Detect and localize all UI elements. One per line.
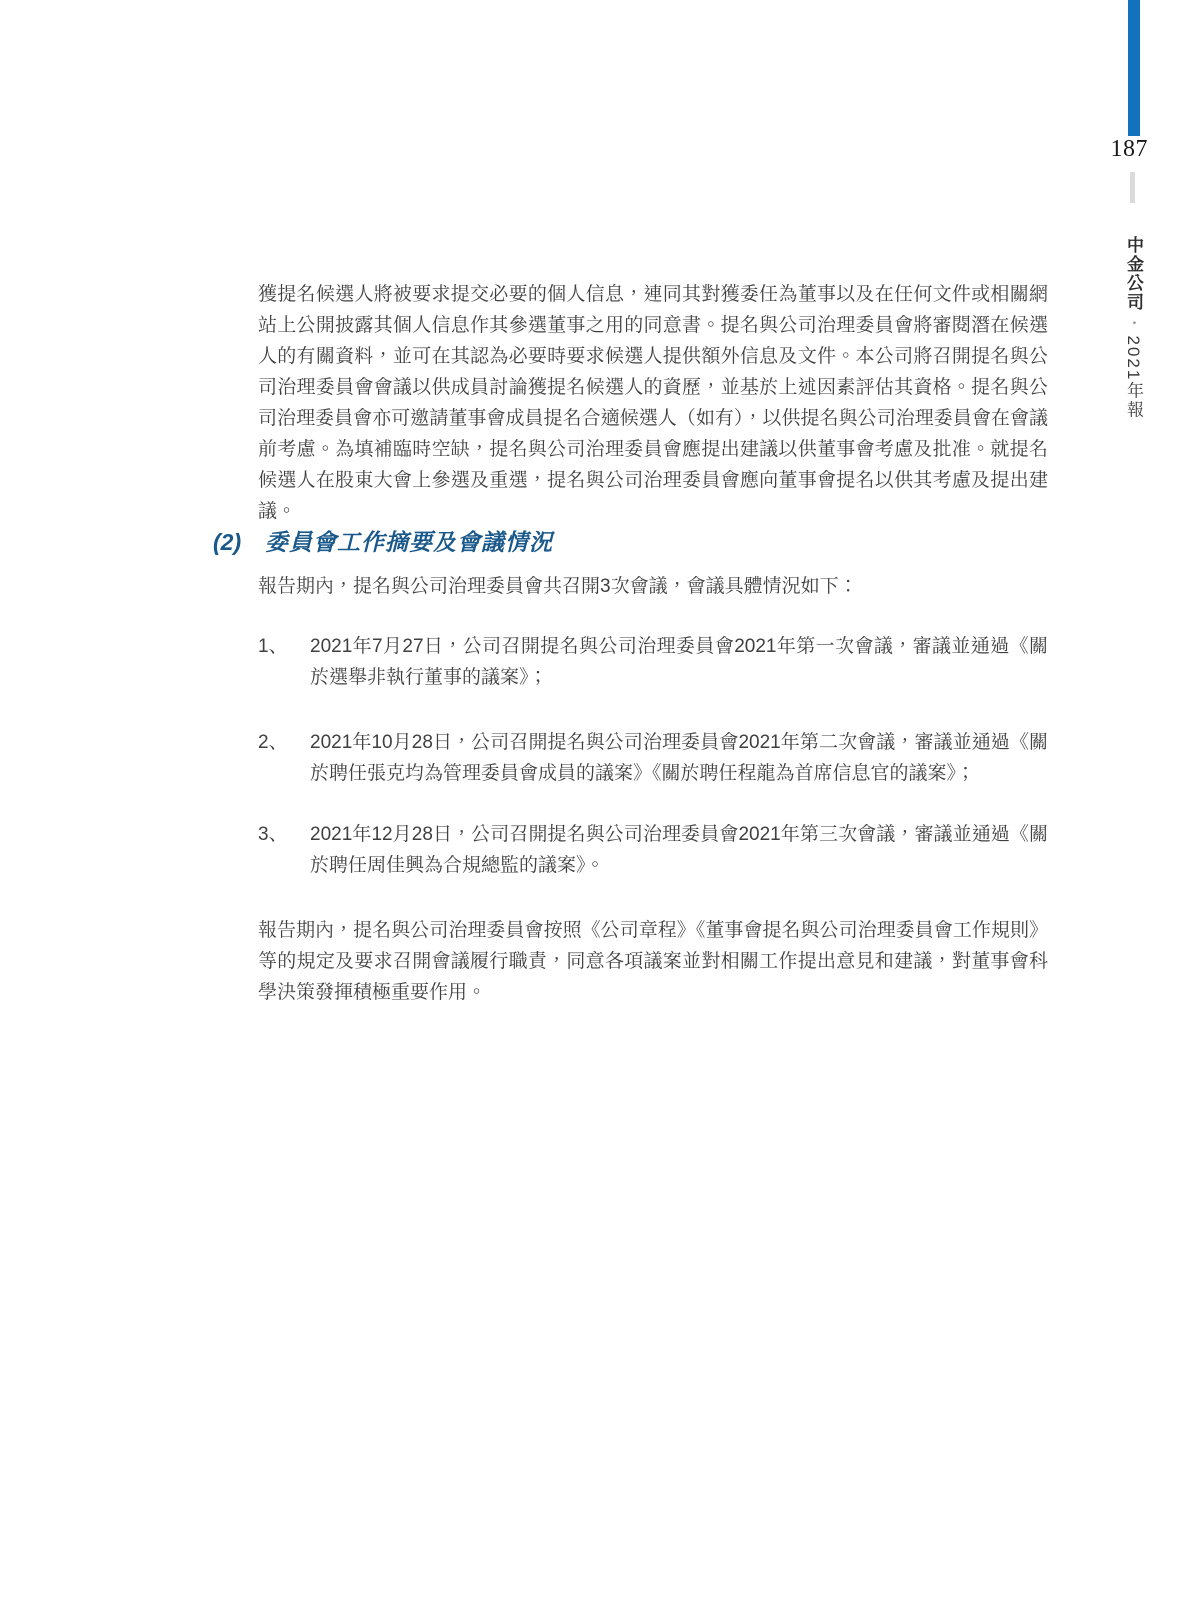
list-item-text: 2021年7月27日，公司召開提名與公司治理委員會2021年第一次會議，審議並通過《關於選舉非執行董事的議案》； (310, 636, 1048, 688)
paragraph-closing: 報告期內，提名與公司治理委員會按照《公司章程》《董事會提名與公司治理委員會工作規則》等的規定及要求召開會議履行職責，同意各項議案並對相關工作提出意見和建議，對董事會科學決策發揮積極重要作用。 (258, 920, 1048, 1003)
accent-bar (1128, 0, 1140, 136)
list-item-text: 2021年12月28日，公司召開提名與公司治理委員會2021年第三次會議，審議並通過《關於聘任周佳興為合規總監的議案》。 (310, 824, 1048, 876)
list-item-meeting-3 (258, 819, 1048, 881)
company-name: 中金公司 (1124, 236, 1143, 312)
list-item-meeting-2 (258, 727, 1048, 789)
section-title: 委員會工作摘要及會議情況 (265, 529, 553, 555)
section-number: (2) (213, 529, 242, 555)
list-item-number: 1、 (258, 636, 288, 657)
divider-tick (1130, 172, 1135, 203)
report-vertical-title (1118, 236, 1148, 446)
list-item-text: 2021年10月28日，公司召開提名與公司治理委員會2021年第二次會議，審議並通過《關於聘任張克均為管理委員會成員的議案》《關於聘任程龍為首席信息官的議案》； (310, 732, 1048, 784)
paragraph-nomination-process: 獲提名候選人將被要求提交必要的個人信息，連同其對獲委任為董事以及在任何文件或相關網站上公開披露其個人信息作其參選董事之用的同意書。提名與公司治理委員會將審閱潛在候選人的有關資料，並可在其認為必要時要求候選人提供額外信息及文件。本公司將召開提名與公司治理委員會會議以供成員討論獲提名候選人的資歷，並基於上述因素評估其資格。提名與公司治理委員會亦可邀請董事會成員提名合適候選人（如有），以供提名與公司治理委員會在會議前考慮。為填補臨時空缺，提名與公司治理委員會應提出建議以供董事會考慮及批准。就提名候選人在股東大會上參選及重選，提名與公司治理委員會應向董事會提名以供其考慮及提出建議。 (258, 284, 1048, 522)
list-item-number: 3、 (258, 824, 288, 845)
list-item-number: 2、 (258, 732, 288, 753)
report-year: 2021年報 (1124, 335, 1143, 420)
paragraph-meetings-intro: 報告期內，提名與公司治理委員會共召開3次會議，會議具體情況如下： (258, 576, 858, 597)
page-number: 187 (1110, 136, 1148, 162)
list-item-meeting-1 (258, 631, 1048, 693)
section-heading (213, 528, 553, 556)
separator-dot: • (1128, 321, 1139, 327)
